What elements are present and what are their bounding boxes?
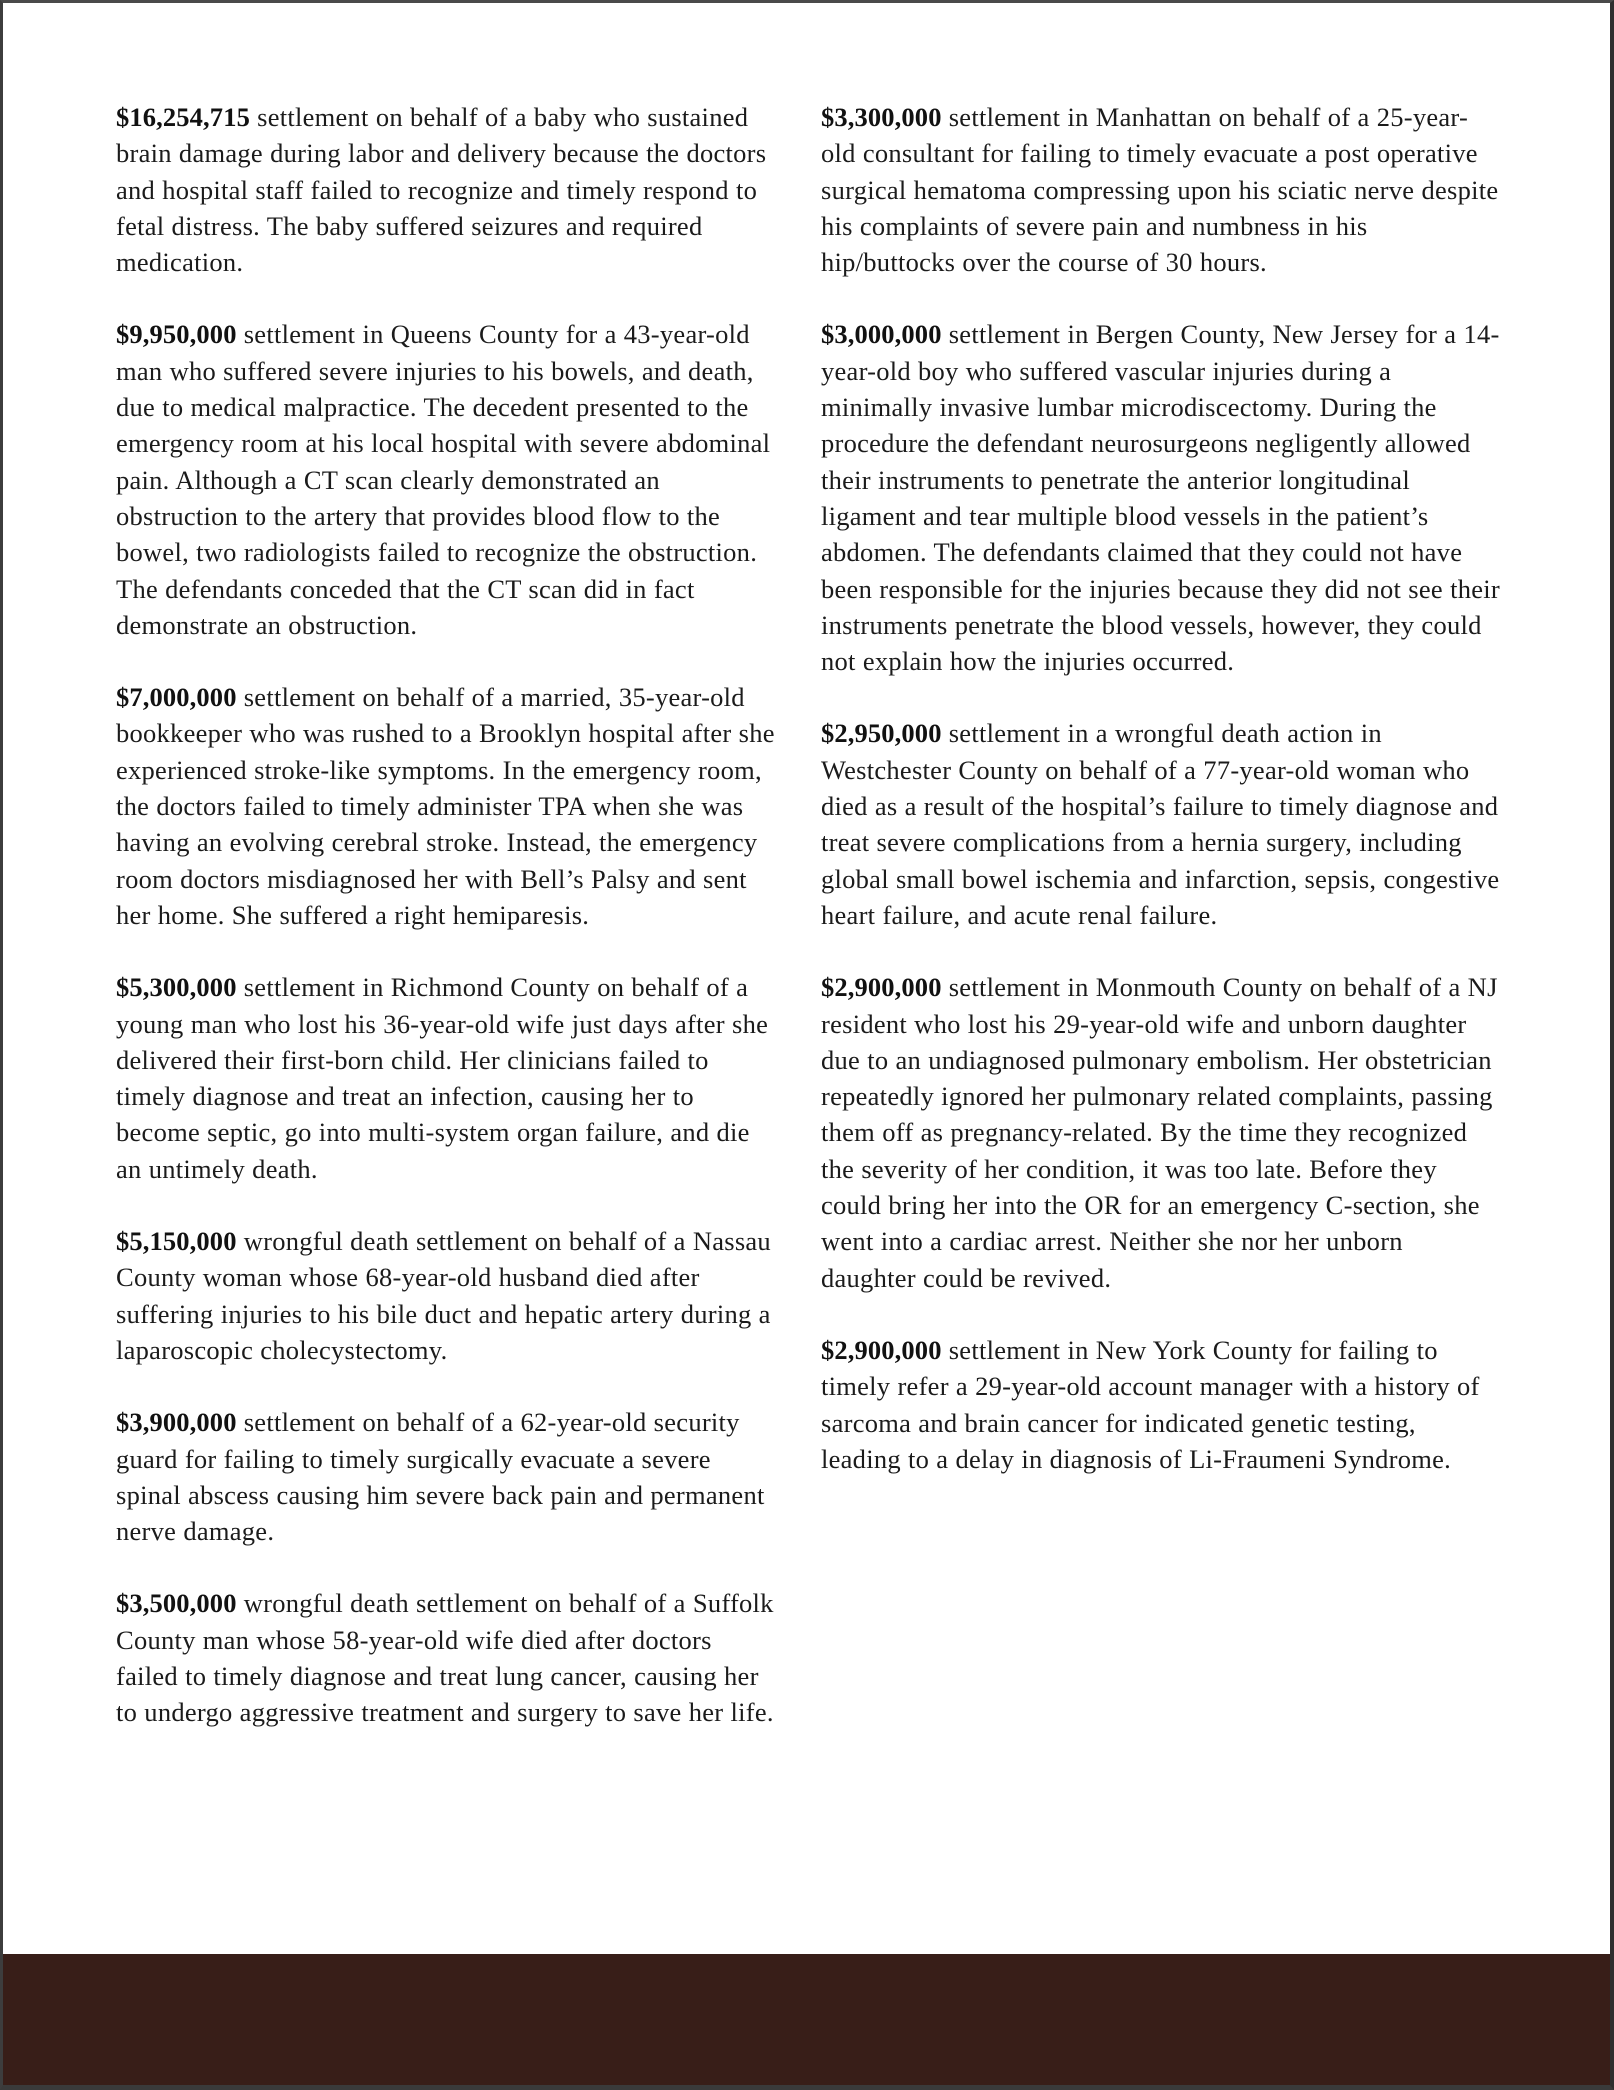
two-column-body [116,99,1501,1929]
settlement-description: settlement in Monmouth County on behalf of a NJ resident who lost his 29-year-old wife and unborn daughter due to an undiagnosed pulmonary embolism. Her obstetrician repeatedly ignored her pulmonary related complaints, passing them off as pregnancy-related. By the time they recognized the severity of her condition, it was too late. Before they could bring her into the OR for an emergency C-section, she went into a cardiac arrest. Neither she nor her unborn daughter could be revived. [821,972,1498,1293]
settlement-entry [116,969,778,1187]
settlement-amount: $7,000,000 [116,682,237,713]
settlement-description: settlement in Manhattan on behalf of a 25-year-old consultant for failing to timely evacuate a post operative surgical hematoma compressing upon his sciatic nerve despite his complaints of severe pain and numbness in his hip/buttocks over the course of 30 hours. [821,102,1499,278]
footer-bar [3,1954,1610,2085]
settlement-entry [116,99,778,280]
right-column [809,99,1501,1477]
settlement-description: wrongful death settlement on behalf of a Suffolk County man whose 58-year-old wife died after doctors failed to timely diagnose and treat lung cancer, causing her to undergo aggressive treatment and surgery to save her life. [116,1588,774,1728]
settlement-entry [116,1585,778,1730]
settlement-description: settlement in Bergen County, New Jersey for a 14-year-old boy who suffered vascular injuries during a minimally invasive lumbar microdiscectomy. During the procedure the defendant neurosurgeons negligently allowed their instruments to penetrate the anterior longitudinal ligament and tear multiple blood vessels in the patient’s abdomen. The defendants claimed that they could not have been responsible for the injuries because they did not see their instruments penetrate the blood vessels, however, they could not explain how the injuries occurred. [821,319,1500,677]
settlement-amount: $3,500,000 [116,1588,237,1619]
settlement-amount: $2,900,000 [821,972,942,1003]
settlement-description: wrongful death settlement on behalf of a Nassau County woman whose 68-year-old husband died after suffering injuries to his bile duct and hepatic artery during a laparoscopic cholecystectomy. [116,1226,771,1365]
settlement-amount: $3,000,000 [821,319,942,350]
settlement-entry [116,1404,778,1549]
settlement-entry [821,1332,1501,1477]
left-column [116,99,808,1731]
settlement-amount: $16,254,715 [116,102,250,132]
settlement-amount: $3,300,000 [821,102,942,132]
settlement-entry [821,99,1501,280]
settlement-entry [116,316,778,643]
settlement-amount: $5,150,000 [116,1226,237,1257]
settlement-amount: $5,300,000 [116,972,237,1003]
settlement-amount: $9,950,000 [116,319,237,350]
settlement-entry [821,969,1501,1296]
settlement-entry [821,316,1501,679]
settlement-description: settlement on behalf of a married, 35-year-old bookkeeper who was rushed to a Brooklyn hospital after she experienced stroke-like symptoms. In the emergency room, the doctors failed to timely administer TPA when she was having an evolving cerebral stroke. Instead, the emergency room doctors misdiagnosed her with Bell’s Palsy and sent her home. She suffered a right hemiparesis. [116,682,775,930]
settlement-description: settlement in Queens County for a 43-year-old man who suffered severe injuries to his bowels, and death, due to medical malpractice. The decedent presented to the emergency room at his local hospital with severe abdominal pain. Although a CT scan clearly demonstrated an obstruction to the artery that provides blood flow to the bowel, two radiologists failed to recognize the obstruction. The defendants conceded that the CT scan did in fact demonstrate an obstruction. [116,319,771,640]
settlement-description: settlement on behalf of a 62-year-old security guard for failing to timely surgically evacuate a severe spinal abscess causing him severe back pain and permanent nerve damage. [116,1407,765,1547]
settlement-description: settlement on behalf of a baby who sustained brain damage during labor and delivery because the doctors and hospital staff failed to recognize and timely respond to fetal distress. The baby suffered seizures and required medication. [116,102,767,278]
settlement-entry [821,715,1501,933]
settlement-description: settlement in New York County for failing to timely refer a 29-year-old account manager with a history of sarcoma and brain cancer for indicated genetic testing, leading to a delay in diagnosis of Li-Fraumeni Syndrome. [821,1334,1480,1474]
settlement-description: settlement in a wrongful death action in Westchester County on behalf of a 77-year-old woman who died as a result of the hospital’s failure to timely diagnose and treat severe complications from a hernia surgery, including global small bowel ischemia and infarction, sepsis, congestive heart failure, and acute renal failure. [821,718,1500,930]
settlement-amount: $2,900,000 [821,1334,942,1365]
settlement-description: settlement in Richmond County on behalf of a young man who lost his 36-year-old wife just days after she delivered their first-born child. Her clinicians failed to timely diagnose and treat an infection, causing her to become septic, go into multi-system organ failure, and die an untimely death. [116,972,769,1184]
settlement-amount: $3,900,000 [116,1407,237,1438]
settlement-entry [116,679,778,933]
settlement-amount: $2,950,000 [821,718,942,749]
settlement-entry [116,1223,778,1368]
